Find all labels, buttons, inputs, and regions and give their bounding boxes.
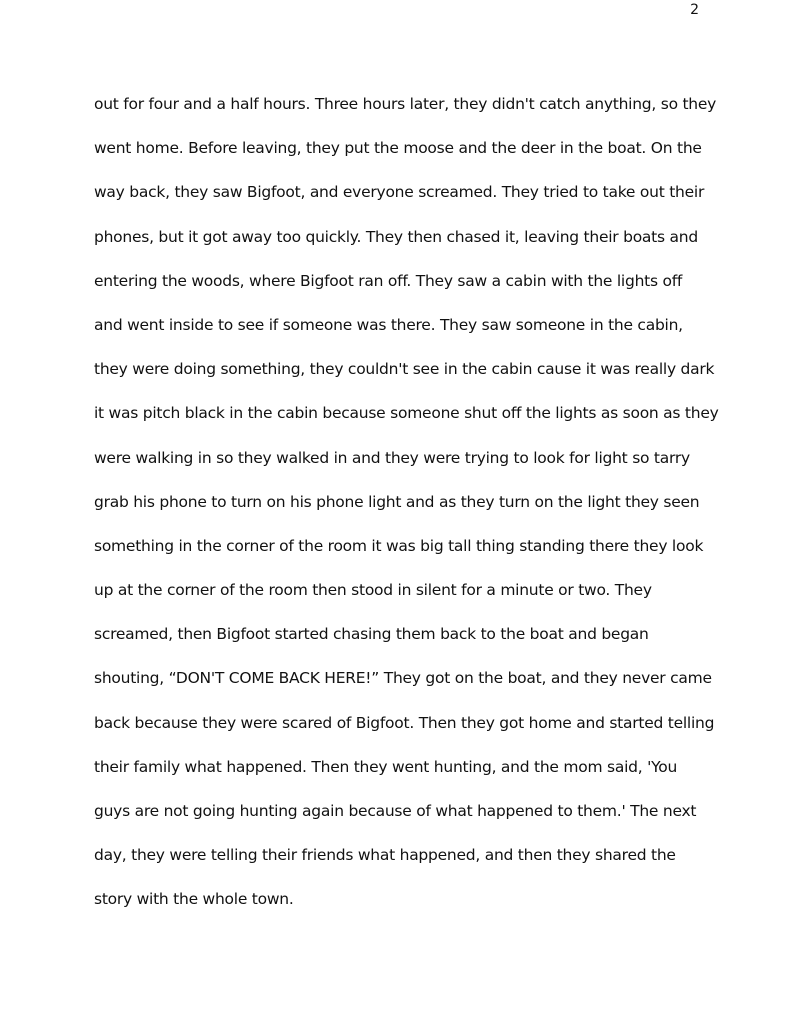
text-line: their family what happened. Then they went hunting, and the mom said, 'You [94, 757, 678, 776]
text-line: went home. Before leaving, they put the moose and the deer in the boat. On the [94, 139, 702, 158]
text-line: day, they were telling their friends what happened, and then they shared the [94, 846, 676, 865]
text-line: screamed, then Bigfoot started chasing them back to the boat and began [94, 625, 649, 644]
body-text [94, 93, 719, 933]
text-line: they were doing something, they couldn't see in the cabin cause it was really dark [94, 360, 715, 379]
text-line: and went inside to see if someone was there. They saw someone in the cabin, [94, 315, 683, 334]
text-line: it was pitch black in the cabin because someone shut off the lights as soon as they [94, 404, 719, 423]
text-line: way back, they saw Bigfoot, and everyone screamed. They tried to take out their [94, 183, 705, 202]
text-line: something in the corner of the room it was big tall thing standing there they look [94, 536, 704, 555]
text-line: grab his phone to turn on his phone light and as they turn on the light they seen [94, 492, 700, 511]
text-line: shouting, “DON'T COME BACK HERE!” They got on the boat, and they never came [94, 669, 712, 688]
text-line: were walking in so they walked in and they were trying to look for light so tarry [94, 448, 690, 467]
text-line: story with the whole town. [94, 890, 294, 909]
text-line: phones, but it got away too quickly. They then chased it, leaving their boats and [94, 227, 698, 246]
text-line: back because they were scared of Bigfoot. Then they got home and started telling [94, 713, 715, 732]
page-number: 2 [690, 2, 699, 18]
text-line: entering the woods, where Bigfoot ran off. They saw a cabin with the lights off [94, 271, 683, 290]
text-line: out for four and a half hours. Three hours later, they didn't catch anything, so they [94, 95, 717, 113]
text-line: guys are not going hunting again because of what happened to them.' The next [94, 802, 697, 820]
text-line: up at the corner of the room then stood in silent for a minute or two. They [94, 581, 652, 600]
